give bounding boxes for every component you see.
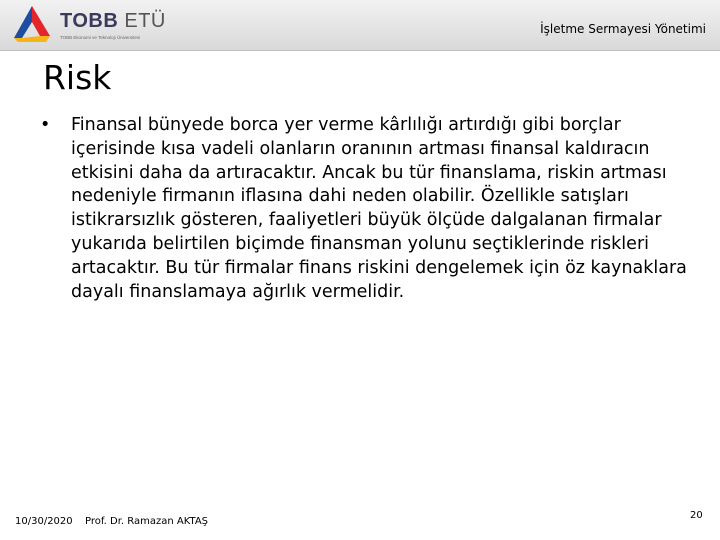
course-title: İşletme Sermayesi Yönetimi xyxy=(540,22,706,36)
footer-author: Prof. Dr. Ramazan AKTAŞ xyxy=(85,516,209,527)
footer-date: 10/30/2020 xyxy=(15,516,73,527)
tobb-etu-logo-icon xyxy=(10,4,54,46)
tobb-etu-logo xyxy=(10,4,170,46)
bullet-text: Finansal bünyede borca yer verme kârlılığı artırdığı gibi borçlar içerisinde kısa vadeli olanların oranının artması finansal kaldıracın etkisini daha da artıracaktır. Ancak bu tür finanslama, riskin artması nedeniyle firmanın iflasına dahi neden olabilir. Özellikle satışları istikrarsızlık gösteren, faaliyetleri büyük ölçüde dalgalanan firmalar yukarıda belirtilen biçimde finansman yolunu seçtiklerinde riskleri artacaktır. Bu tür firmalar finans riskini dengelemek için öz kaynaklara dayalı finanslamaya ağırlık vermelidir. xyxy=(71,115,687,302)
logo-tagline: TOBB Ekonomi ve Teknoloji Üniversitesi xyxy=(60,35,141,40)
bullet-marker: • xyxy=(40,115,51,135)
logo-brand-secondary: ETÜ xyxy=(124,10,166,32)
logo-wordmark xyxy=(60,10,166,33)
slide-title: Risk xyxy=(43,58,112,97)
slide-header xyxy=(0,0,720,51)
bullet-item xyxy=(40,114,700,304)
logo-brand-primary: TOBB xyxy=(60,10,119,32)
page-number: 20 xyxy=(690,510,703,521)
bullet-list xyxy=(40,114,700,304)
